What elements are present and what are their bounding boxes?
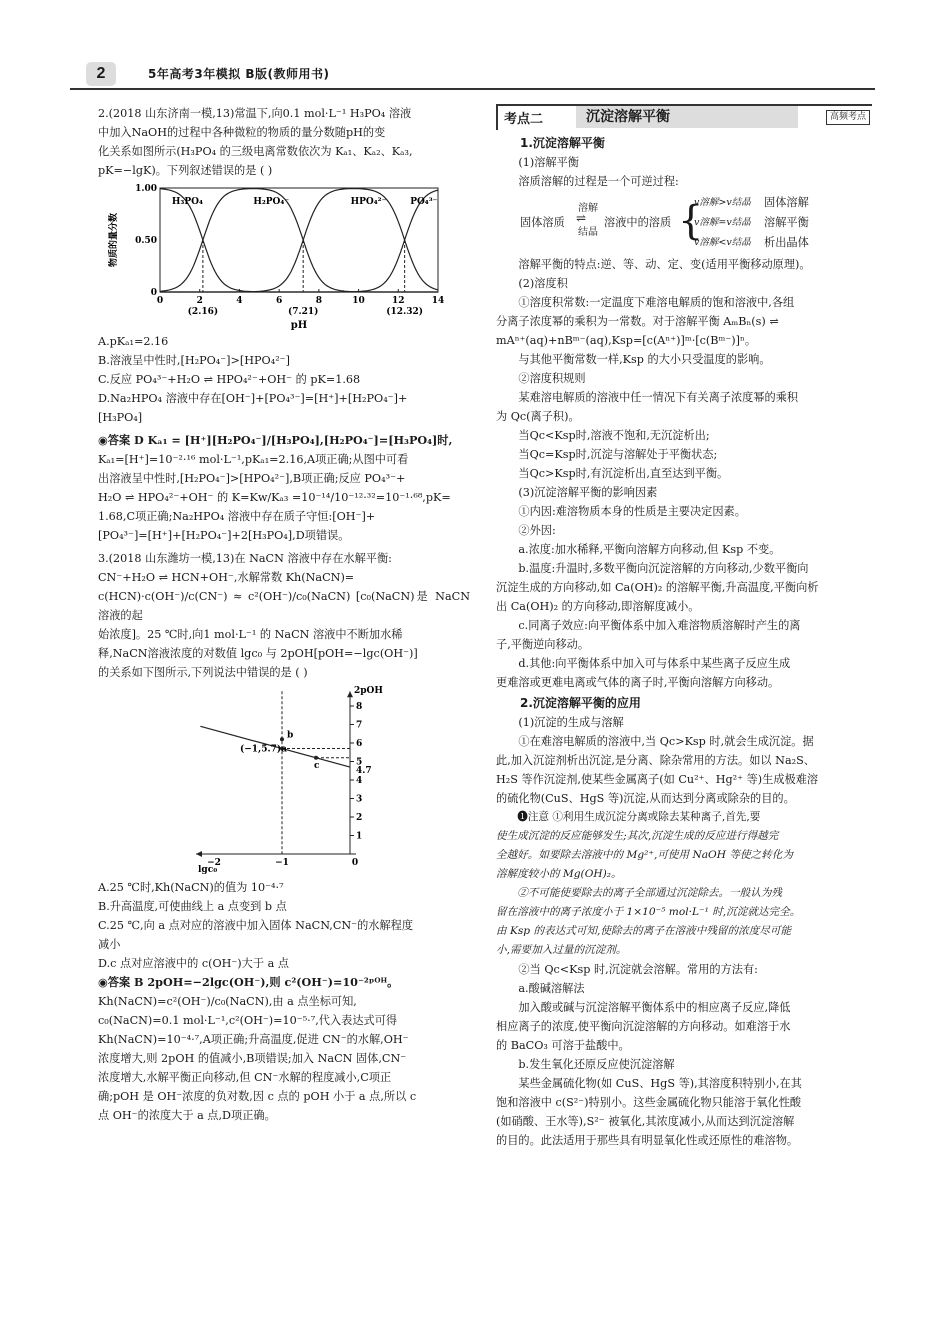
note-line-5: 留在溶液中的离子浓度小于 1×10⁻⁵ mol·L⁻¹ 时,沉淀就达完全。 — [496, 906, 801, 918]
s3-line-0: (1)沉淀的生成与溶解 — [518, 716, 624, 729]
q3-stem-0: 3.(2018 山东潍坊一模,13)在 NaCN 溶液中存在水解平衡: — [98, 552, 392, 565]
y-tick-label: 0 — [150, 288, 157, 298]
q3-answer-7: 点 OH⁻的浓度大于 a 点,D项正确。 — [98, 1109, 276, 1122]
dissolution-equilibrium-diagram — [520, 193, 872, 253]
s3-line-4: 的硫化物(CuS、HgS 等)沉淀,从而达到分离或除杂的目的。 — [496, 792, 795, 805]
q3-answer-4: 浓度增大,则 2pOH 的值减小,B项错误;加入 NaCN 固体,CN⁻ — [98, 1052, 407, 1065]
eq-result-0: 固体溶解 — [764, 196, 809, 209]
y-tick-label: 1.00 — [135, 184, 157, 194]
y-tick-label: 2 — [356, 813, 363, 823]
x-axis-arrow — [196, 851, 202, 857]
eq-cond-1: v溶解=v结晶 — [694, 217, 751, 228]
q2-stem-2: 化关系如图所示(H₃PO₄ 的三级电离常数依次为 Kₐ₁、Kₐ₂、Kₐ₃, — [98, 145, 413, 158]
s2-line-10: 当Qc=Ksp时,沉淀与溶解处于平衡状态; — [518, 448, 718, 461]
s2-line-11: 当Qc>Ksp时,有沉淀析出,直至达到平衡。 — [518, 467, 729, 480]
x-axis-label: lgc₀ — [198, 865, 218, 875]
q3-answer-3: Kh(NaCN)=10⁻⁴·⁷,A项正确;升高温度,促进 CN⁻的水解,OH⁻ — [98, 1033, 409, 1046]
x-tick-label: 0 — [156, 296, 164, 306]
s2-line-1: (2)溶度积 — [518, 277, 568, 290]
x-tick-label: 12 — [392, 296, 405, 306]
q3-answer-1: Kh(NaCN)=c²(OH⁻)/c₀(NaCN),由 a 点坐标可知, — [98, 995, 357, 1008]
crossing-label: (7.21) — [287, 307, 319, 317]
s2-line-9: 当Qc<Ksp时,溶液不饱和,无沉淀析出; — [518, 429, 710, 442]
crossing-label: (2.16) — [187, 307, 219, 317]
q3-option-c-cont: 减小 — [98, 938, 121, 951]
point-c — [314, 756, 318, 760]
section-key: 考点二 — [504, 112, 544, 127]
s4-line-8: (如硝酸、王水等),S²⁻ 被氧化,其浓度减小,从而达到沉淀溶解 — [496, 1115, 795, 1128]
x-axis-label: pH — [290, 320, 308, 331]
page-header — [70, 62, 875, 90]
section-header — [496, 104, 872, 130]
s2-line-7: 某难溶电解质的溶液中任一情况下有关离子浓度幂的乘积 — [518, 391, 799, 404]
note-line-7: 小,需要加入过量的沉淀剂。 — [496, 944, 627, 956]
s4-line-0: ②当 Qc<Ksp 时,沉淀就会溶解。常用的方法有: — [518, 963, 758, 976]
s2-line-8: 为 Qc(离子积)。 — [496, 410, 580, 423]
s2-line-20: 子,平衡逆向移动。 — [496, 638, 590, 651]
y-tick-label: 4 — [356, 776, 363, 786]
q3-option-a: A.25 ℃时,Kh(NaCN)的值为 10⁻⁴·⁷ — [98, 881, 284, 894]
q2-option-d: D.Na₂HPO₄ 溶液中存在[OH⁻]+[PO₄³⁻]=[H⁺]+[H₂PO₄⁻]+ — [98, 392, 408, 405]
s2-line-19: c.同离子效应:向平衡体系中加入难溶物质溶解时产生的离 — [518, 619, 801, 632]
s2-line-2: ①溶度积常数:一定温度下难溶电解质的饱和溶液中,各组 — [518, 296, 795, 309]
s3-line-1: ①在难溶电解质的溶液中,当 Qc>Ksp 时,就会生成沉淀。据 — [518, 735, 814, 748]
s4-line-6: 某些金属硫化物(如 CuS、HgS 等),其溶度积特别小,在其 — [518, 1077, 802, 1090]
x-tick-label: −2 — [207, 858, 221, 868]
s3-line-2: 此,加入沉淀剂析出沉淀,是分离、除杂常用的方法。如以 Na₂S、 — [496, 754, 815, 767]
note-line-3: 溶解度较小的 Mg(OH)₂。 — [496, 868, 622, 880]
right-column — [496, 104, 872, 1150]
point-b — [280, 737, 284, 741]
q2-answer-1: Kₐ₁=[H⁺]=10⁻²·¹⁶ mol·L⁻¹,pKₐ₁=2.16,A项正确;从图中可看 — [98, 453, 409, 466]
q2-answer-2: 出溶液呈中性时,[H₂PO₄⁻]>[HPO₄²⁻],B项正确;反应 PO₄³⁻+ — [98, 472, 406, 485]
s3-line-3: H₂S 等作沉淀剂,使某些金属离子(如 Cu²⁺、Hg²⁺ 等)生成极难溶 — [496, 773, 819, 786]
q2-answer-3: H₂O ⇌ HPO₄²⁻+OH⁻ 的 K=Kw/Kₐ₃ =10⁻¹⁴/10⁻¹²·³²=10⁻¹·⁶⁸,pK= — [98, 491, 451, 504]
q3-stem-5: 的关系如下图所示,下列说法中错误的是 ( ) — [98, 666, 308, 679]
s2-line-4: mAⁿ⁺(aq)+nBᵐ⁻(aq),Ksp=[c(Aⁿ⁺)]ᵐ·[c(Bᵐ⁻)]ⁿ。 — [496, 334, 757, 347]
x-tick-label: 0 — [351, 858, 359, 868]
y-tick-label: 0.50 — [135, 236, 157, 246]
q2-option-c: C.反应 PO₄³⁻+H₂O ⇌ HPO₄²⁻+OH⁻ 的 pK=1.68 — [98, 373, 361, 386]
eq-arrows: ⇌ — [576, 211, 587, 225]
species-label: PO₄³⁻ — [410, 197, 438, 207]
eq-cond-2: v溶解<v结晶 — [694, 237, 751, 248]
eq-crystal-label: 结晶 — [578, 227, 598, 238]
point-label-b: b — [287, 730, 294, 741]
s2-line-5: 与其他平衡常数一样,Ksp 的大小只受温度的影响。 — [518, 353, 771, 366]
s2-line-13: ①内因:难溶物质本身的性质是主要决定因素。 — [518, 505, 746, 518]
point-label-a: (−1,5.7)a — [240, 744, 287, 755]
species-label: HPO₄²⁻ — [350, 197, 387, 207]
q2-stem-1: 中加入NaOH的过程中各种微粒的物质的量分数随pH的变 — [98, 126, 386, 139]
species-label: H₃PO₄ — [171, 197, 203, 207]
s2-line-16: b.温度:升温时,多数平衡向沉淀溶解的方向移动,少数平衡向 — [518, 562, 809, 575]
q2-answer-0: ◉答案 D Kₐ₁ = [H⁺][H₂PO₄⁻]/[H₃PO₄],[H₂PO₄⁻]=[H₃PO₄]时, — [98, 433, 453, 447]
nacn-hydrolysis-chart — [98, 682, 470, 878]
crossing-label: (12.32) — [386, 307, 423, 317]
book-title: 5年高考3年模拟 B版(教师用书) — [148, 67, 330, 81]
note-line-2: 全越好。如要除去溶液中的 Mg²⁺,可使用 NaOH 等使之转化为 — [496, 849, 793, 861]
q3-option-d: D.c 点对应溶液中的 c(OH⁻)大于 a 点 — [98, 957, 289, 970]
x-tick-label: 4 — [236, 296, 243, 306]
s4-line-5: b.发生氧化还原反应使沉淀溶解 — [518, 1058, 675, 1071]
phosphate-distribution-chart — [98, 180, 470, 332]
y-axis-arrow — [347, 691, 353, 697]
question-2 — [98, 104, 470, 545]
x-tick-label: 14 — [431, 296, 445, 306]
eq-result-2: 析出晶体 — [764, 236, 809, 249]
q2-option-a: A.pKₐ₁=2.16 — [98, 335, 169, 348]
s2-line-14: ②外因: — [518, 524, 556, 537]
eq-brace: { — [678, 198, 704, 244]
s4-line-4: 的 BaCO₃ 可溶于盐酸中。 — [496, 1039, 630, 1052]
x-tick-label: −1 — [275, 858, 289, 868]
s2-line-0: 溶解平衡的特点:逆、等、动、定、变(适用平衡移动原理)。 — [518, 258, 811, 271]
q3-answer-2: c₀(NaCN)=0.1 mol·L⁻¹,c²(OH⁻)=10⁻⁵·⁷,代入表达式可得 — [98, 1014, 398, 1027]
point-label-c: c — [314, 760, 320, 771]
q2-option-d-cont: [H₃PO₄] — [98, 411, 143, 424]
q2-stem-3: pK=−lgK)。下列叙述错误的是 ( ) — [98, 164, 273, 177]
y-tick-label: 8 — [356, 702, 363, 712]
question-3 — [98, 549, 470, 1125]
eq-result-1: 溶解平衡 — [764, 216, 809, 229]
q3-stem-3: 始浓度]。25 ℃时,向1 mol·L⁻¹ 的 NaCN 溶液中不断加水稀 — [98, 628, 403, 641]
note-line-6: 由 Ksp 的表达式可知,使除去的离子在溶液中残留的浓度尽可能 — [496, 925, 792, 937]
s2-line-3: 分离子浓度幂的乘积为一常数。对于溶解平衡 AₘBₙ(s) ⇌ — [496, 315, 779, 328]
y-extra-label: 4.7 — [356, 766, 372, 777]
q3-option-c: C.25 ℃,向 a 点对应的溶液中加入固体 NaCN,CN⁻的水解程度 — [98, 919, 414, 932]
q2-option-b: B.溶液呈中性时,[H₂PO₄⁻]>[HPO₄²⁻] — [98, 354, 290, 367]
q3-stem-1: CN⁻+H₂O ⇌ HCN+OH⁻,水解常数 Kh(NaCN)= — [98, 571, 355, 584]
y-tick-label: 7 — [356, 720, 363, 731]
q3-stem-2: c(HCN)·c(OH⁻)/c(CN⁻) ≈ c²(OH⁻)/c₀(NaCN) [c₀(NaCN)是 NaCN 溶液的起 — [98, 590, 470, 622]
s2-line-18: 出 Ca(OH)₂ 的方向移动,即溶解度减小。 — [496, 600, 700, 613]
s4-line-2: 加入酸或碱与沉淀溶解平衡体系中的相应离子反应,降低 — [518, 1001, 791, 1014]
eq-dissolve-label: 溶解 — [578, 203, 598, 214]
s4-line-9: 的目的。此法适用于那些具有明显氧化性或还原性的难溶物。 — [496, 1134, 799, 1147]
x-tick-label: 6 — [276, 296, 283, 306]
s4-line-3: 相应离子的浓度,使平衡向沉淀溶解的方向移动。如难溶于水 — [496, 1020, 791, 1033]
s2-line-17: 沉淀生成的方向移动,如 Ca(OH)₂ 的溶解平衡,升高温度,平衡向析 — [496, 581, 819, 594]
s2-line-15: a.浓度:加水稀释,平衡向溶解方向移动,但 Ksp 不变。 — [518, 543, 781, 556]
heading-2: 2.沉淀溶解平衡的应用 — [520, 696, 641, 710]
s2-line-22: 更难溶或更难电离或气体的离子时,平衡向溶解方向移动。 — [496, 676, 780, 689]
q2-answer-5: [PO₄³⁻]=[H⁺]+[H₂PO₄⁻]+2[H₃PO₄],D项错误。 — [98, 529, 350, 542]
q3-stem-4: 释,NaCN溶液浓度的对数值 lgc₀ 与 2pOH[pOH=−lgc(OH⁻)] — [98, 647, 418, 660]
q2-stem-0: 2.(2018 山东济南一模,13)常温下,向0.1 mol·L⁻¹ H₃PO₄ 溶液 — [98, 107, 412, 120]
note-line-1: 使生成沉淀的反应能够发生;其次,沉淀生成的反应进行得越完 — [496, 830, 779, 842]
x-tick-label: 10 — [352, 296, 365, 306]
s1-line-0: (1)溶解平衡 — [518, 156, 579, 169]
x-tick-label: 2 — [196, 296, 203, 306]
s4-line-1: a.酸碱溶解法 — [518, 982, 585, 995]
y-axis-label: 2pOH — [354, 686, 383, 697]
heading-1: 1.沉淀溶解平衡 — [520, 136, 605, 150]
q3-answer-5: 浓度增大,水解平衡正向移动,但 CN⁻水解的程度减小,C项正 — [98, 1071, 392, 1084]
q2-answer-4: 1.68,C项正确;Na₂HPO₄ 溶液中存在质子守恒:[OH⁻]+ — [98, 510, 376, 523]
section-title: 沉淀溶解平衡 — [576, 106, 798, 128]
s1-line-1: 溶质溶解的过程是一个可逆过程: — [518, 175, 679, 188]
s2-line-12: (3)沉淀溶解平衡的影响因素 — [518, 486, 658, 499]
left-column — [98, 104, 470, 1125]
y-tick-label: 3 — [356, 794, 363, 805]
y-tick-label: 1 — [356, 831, 363, 842]
s2-line-21: d.其他:向平衡体系中加入可与体系中某些离子反应生成 — [518, 657, 791, 670]
x-tick-label: 8 — [315, 296, 322, 306]
s2-line-6: ②溶度积规则 — [518, 372, 586, 385]
eq-cond-0: v溶解>v结晶 — [694, 197, 751, 208]
note-line-4: ②不可能使要除去的离子全部通过沉淀除去。一般认为残 — [517, 887, 783, 899]
note-block — [496, 808, 872, 960]
q3-answer-6: 确;pOH 是 OH⁻浓度的负对数,因 c 点的 pOH 小于 a 点,所以 c — [98, 1090, 417, 1103]
page-number: 2 — [86, 62, 116, 86]
y-tick-label: 6 — [356, 739, 363, 749]
q3-answer-0: ◉答案 B 2pOH=−2lgc(OH⁻),则 c²(OH⁻)=10⁻²ᵖᴼᴴ。 — [98, 975, 399, 989]
eq-solute: 溶液中的溶质 — [604, 216, 672, 229]
y-axis-label: 物质的量分数 — [109, 212, 119, 268]
y-tick-label: 5 — [356, 757, 363, 768]
species-label: H₂PO₄⁻ — [253, 197, 290, 207]
eq-solid: 固体溶质 — [520, 216, 565, 229]
frequency-badge: 高频考点 — [826, 110, 870, 125]
note-line-0: ❶注意 ①利用生成沉淀分离或除去某种离子,首先,要 — [517, 811, 761, 823]
q3-option-b: B.升高温度,可使曲线上 a 点变到 b 点 — [98, 900, 287, 913]
s4-line-7: 饱和溶液中 c(S²⁻)特别小。这些金属硫化物只能溶于氧化性酸 — [496, 1096, 802, 1109]
